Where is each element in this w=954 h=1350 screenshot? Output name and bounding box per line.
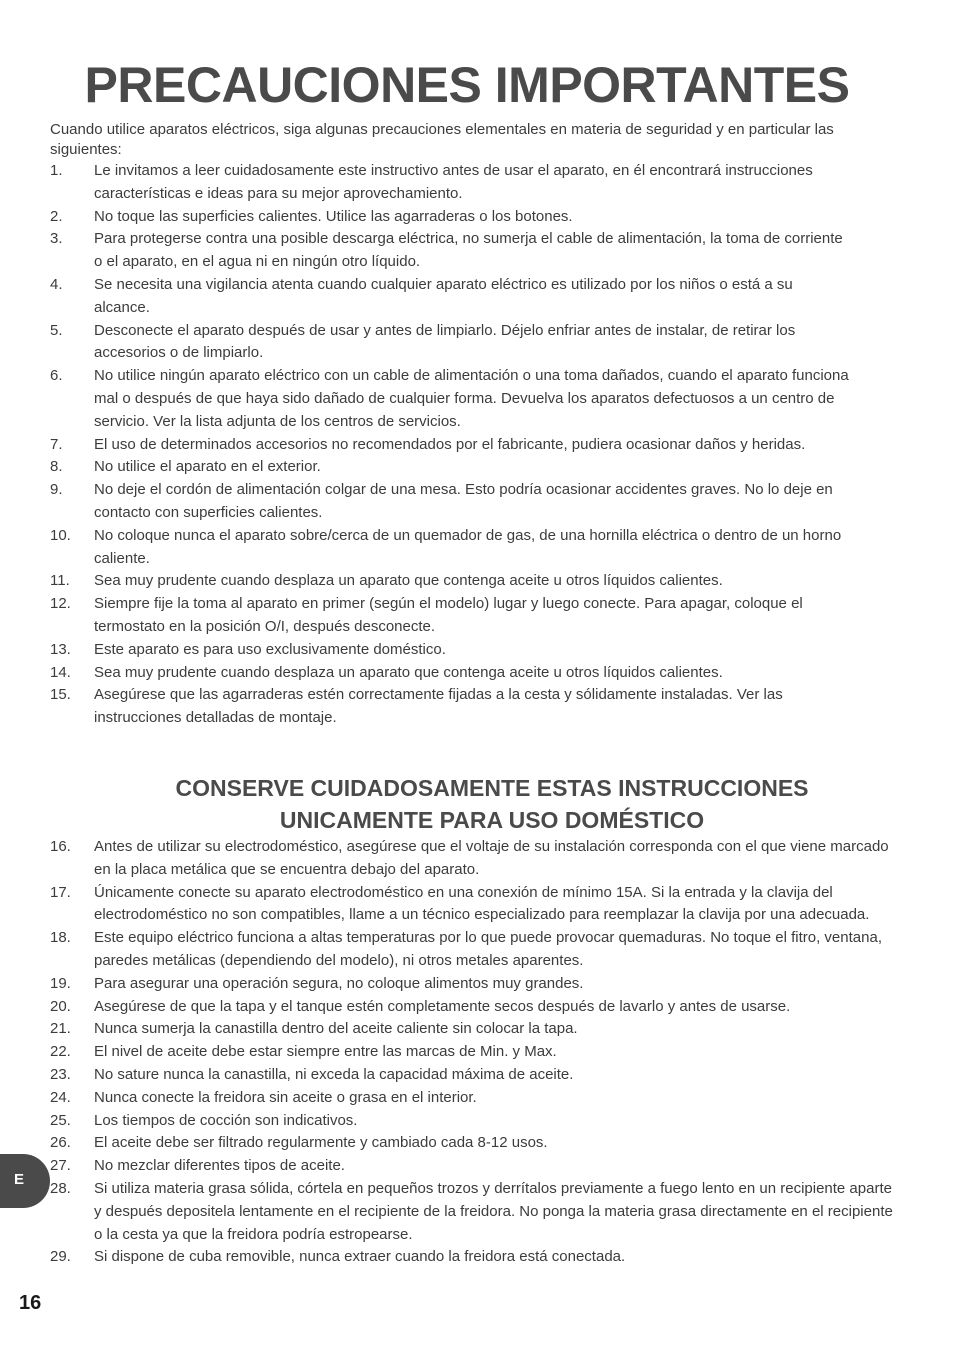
list-item-number: 2. — [50, 207, 63, 225]
language-tab-label: E — [14, 1171, 25, 1188]
list-item-number: 17. — [50, 883, 71, 901]
list-item-text: El nivel de aceite debe estar siempre entre las marcas de Min. y Max. — [94, 1043, 557, 1061]
list-item-number: 16. — [50, 838, 71, 855]
list-item-number: 5. — [50, 321, 63, 339]
list-item — [50, 1041, 895, 1064]
list-item — [50, 973, 895, 996]
list-item — [50, 1110, 895, 1133]
list-item-number: 1. — [50, 162, 63, 179]
list-item-number: 22. — [50, 1043, 71, 1061]
page-title: PRECAUCIONES IMPORTANTES — [84, 57, 850, 113]
list-item-number: 6. — [50, 367, 63, 385]
list-item-number: 19. — [50, 974, 71, 992]
list-item — [50, 1087, 895, 1110]
list-item-text: Asegúrese de que la tapa y el tanque estén completamente secos después de lavarlo y antes de usarse. — [94, 997, 791, 1015]
list-item-number: 14. — [50, 663, 71, 681]
list-item-number: 4. — [50, 275, 63, 293]
list-item — [50, 1018, 895, 1041]
list-item — [50, 639, 850, 662]
list-item — [50, 593, 850, 639]
list-item-text: Si dispone de cuba removible, nunca extraer cuando la freidora está conectada. — [94, 1248, 626, 1266]
list-item — [50, 1246, 895, 1269]
list-item-number: 20. — [50, 997, 71, 1015]
list-item-number: 7. — [50, 435, 63, 453]
list-item-text: Nunca sumerja la canastilla dentro del aceite caliente sin colocar la tapa. — [94, 1020, 578, 1038]
list-item — [50, 206, 850, 229]
list-item — [50, 927, 895, 973]
list-item-number: 9. — [50, 481, 63, 499]
list-item — [50, 160, 850, 206]
list-item — [50, 434, 850, 457]
list-item-text: No toque las superficies calientes. Utilice las agarraderas o los botones. — [94, 207, 573, 225]
list-item-text: Únicamente conecte su aparato electrodoméstico en una conexión de mínimo 15A. Si la entrada y la clavija del electrodoméstico no son compatibles, llame a un técnico especializado para reemplazar la clavija por una adecuada. — [94, 883, 870, 924]
list-item-text: No sature nunca la canastilla, ni exceda la capacidad máxima de aceite. — [94, 1065, 574, 1083]
list-item — [50, 836, 895, 882]
list-item-number: 26. — [50, 1134, 71, 1152]
list-item — [50, 1064, 895, 1087]
language-tab — [0, 1154, 50, 1208]
list-item-text: No coloque nunca el aparato sobre/cerca de un quemador de gas, de una hornilla eléctrica o dentro de un horno caliente. — [94, 526, 842, 567]
list-item-text: Se necesita una vigilancia atenta cuando cualquier aparato eléctrico es utilizado por los niños o está a su alcance. — [94, 275, 793, 316]
list-item-number: 24. — [50, 1088, 71, 1106]
list-item-text: Si utiliza materia grasa sólida, córtela en pequeños trozos y derrítalos previamente a fuego lento en un recipiente aparte y después depositela lentamente en el recipiente de la freidora. No ponga la materia grasa directamente en el recipiente o la cesta ya que la freidora podría estropearse. — [94, 1179, 893, 1243]
list-item-number: 13. — [50, 640, 71, 658]
list-item — [50, 1178, 895, 1246]
section-subheading — [0, 772, 954, 836]
list-item-text: Le invitamos a leer cuidadosamente este instructivo antes de usar el aparato, en él encontrará instrucciones características e ideas para su mejor aprovechamiento. — [94, 162, 813, 202]
list-item-number: 28. — [50, 1179, 71, 1197]
list-item-text: Sea muy prudente cuando desplaza un aparato que contenga aceite u otros líquidos calientes. — [94, 572, 723, 590]
list-item-number: 8. — [50, 458, 63, 476]
list-item-number: 11. — [50, 572, 70, 590]
list-item-text: Los tiempos de cocción son indicativos. — [94, 1111, 358, 1129]
list-item-number: 29. — [50, 1248, 71, 1266]
list-item-number: 27. — [50, 1157, 71, 1175]
list-item-number: 18. — [50, 929, 71, 947]
list-item — [50, 882, 895, 928]
list-item — [50, 365, 850, 433]
list-item — [50, 228, 850, 274]
list-item-text: El uso de determinados accesorios no recomendados por el fabricante, pudiera ocasionar daños y heridas. — [94, 435, 806, 453]
list-item — [50, 1155, 895, 1178]
list-item — [50, 1132, 895, 1155]
list-item-number: 25. — [50, 1111, 71, 1129]
list-item-text: Siempre fije la toma al aparato en primer (según el modelo) lugar y luego conecte. Para apagar, coloque el termostato en la posición O/I, después desconecte. — [94, 595, 803, 635]
list-item-number: 12. — [50, 595, 71, 613]
list-item — [50, 662, 850, 685]
list-item-text: No mezclar diferentes tipos de aceite. — [94, 1157, 345, 1175]
list-item-text: No deje el cordón de alimentación colgar de una mesa. Esto podría ocasionar accidentes graves. No lo deje en contacto con superficies calientes. — [94, 481, 833, 521]
list-item-text: Desconecte el aparato después de usar y antes de limpiarlo. Déjelo enfriar antes de instalar, de retirar los accesorios o de limpiarlo. — [94, 321, 796, 362]
list-item-text: Nunca conecte la freidora sin aceite o grasa en el interior. — [94, 1088, 477, 1106]
list-item-text: No utilice ningún aparato eléctrico con un cable de alimentación o una toma dañados, cuando el aparato funciona mal o después de que haya sido dañado de cualquier forma. Devuelva los aparatos defectuosos a un centro de servicio. Ver la lista adjunta de los centros de servicios. — [94, 367, 849, 430]
list-item-number: 10. — [50, 526, 71, 544]
list-item-text: Sea muy prudente cuando desplaza un aparato que contenga aceite u otros líquidos calientes. — [94, 663, 723, 681]
subheading-line-1: CONSERVE CUIDADOSAMENTE ESTAS INSTRUCCIONES — [175, 775, 809, 801]
list-item-number: 23. — [50, 1065, 71, 1083]
list-item — [50, 479, 850, 525]
list-item — [50, 684, 850, 730]
list-item-text: Para asegurar una operación segura, no coloque alimentos muy grandes. — [94, 974, 584, 992]
page-number: 16 — [19, 1292, 42, 1314]
precautions-list-1 — [50, 160, 850, 730]
list-item-number: 15. — [50, 686, 71, 704]
precautions-list-2 — [50, 836, 895, 1269]
list-item — [50, 525, 850, 571]
list-item — [50, 570, 850, 593]
list-item-number: 21. — [50, 1020, 71, 1038]
list-item-text: Para protegerse contra una posible descarga eléctrica, no sumerja el cable de alimentación, la toma de corriente o el aparato, en el agua ni en ningún otro líquido. — [94, 230, 843, 271]
list-item-text: El aceite debe ser filtrado regularmente y cambiado cada 8-12 usos. — [94, 1134, 548, 1152]
list-item — [50, 320, 850, 366]
list-item — [50, 274, 850, 320]
list-item — [50, 996, 895, 1019]
list-item-text: Asegúrese que las agarraderas estén correctamente fijadas a la cesta y sólidamente instaladas. Ver las instrucciones detalladas de montaje. — [94, 686, 783, 727]
list-item-text: Este equipo eléctrico funciona a altas temperaturas por lo que puede provocar quemaduras. No toque el fitro, ventana, paredes metálicas (dependiendo del modelo), ni otros metales aparentes. — [94, 929, 882, 969]
intro-paragraph: Cuando utilice aparatos eléctricos, siga algunas precauciones elementales en materia de seguridad y en particular las siguientes: — [50, 121, 834, 158]
list-item-text: No utilice el aparato en el exterior. — [94, 458, 321, 476]
list-item-text: Este aparato es para uso exclusivamente doméstico. — [94, 640, 446, 658]
list-item-number: 3. — [50, 230, 63, 248]
list-item-text: Antes de utilizar su electrodoméstico, asegúrese que el voltaje de su instalación corresponda con el que viene marcado en la placa metálica que se encuentra debajo del aparato. — [94, 838, 889, 878]
subheading-line-2: UNICAMENTE PARA USO DOMÉSTICO — [279, 807, 705, 833]
list-item — [50, 456, 850, 479]
